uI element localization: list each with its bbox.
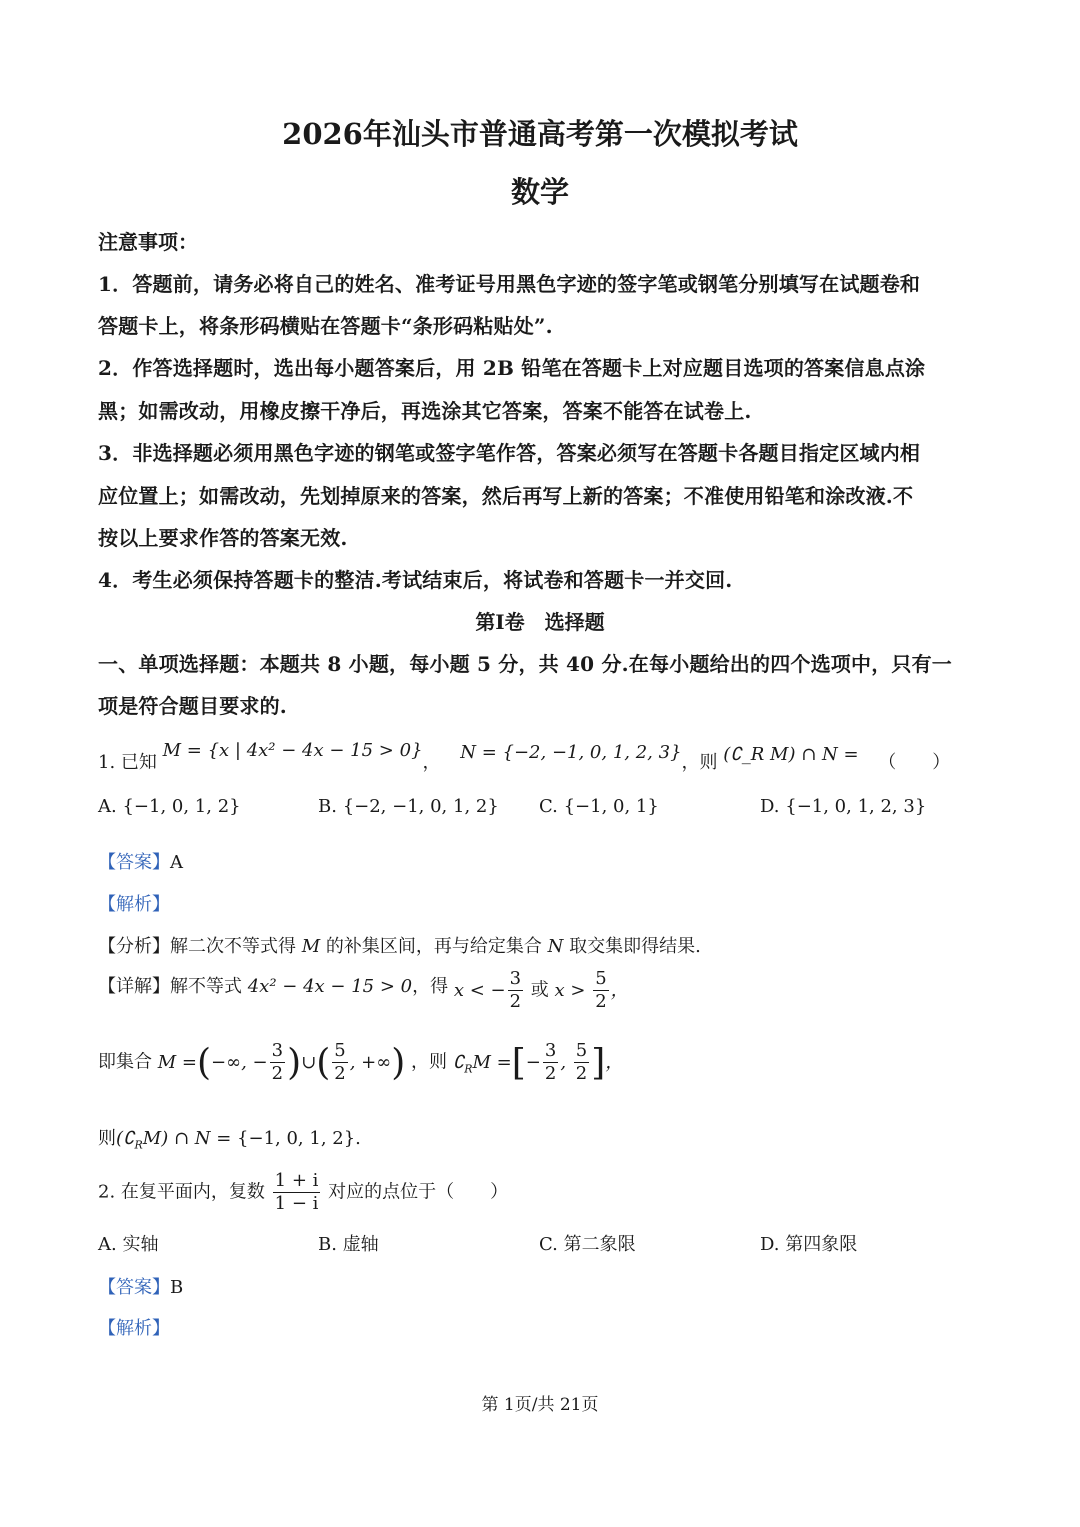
notice-line: 2．作答选择题时，选出每小题答案后，用 2B 铅笔在答题卡上对应题目选项的答案信息点涂 — [98, 356, 926, 380]
subject-title: 数学 — [510, 175, 569, 209]
interval-union: M =(−∞, − $\frac{3}{2}$ )∪( $\frac{5}{2}$ , +∞) — [157, 1040, 406, 1084]
answer-value: B — [170, 1277, 184, 1298]
option-value: 第四象限 — [785, 1234, 858, 1255]
option-c — [539, 1230, 636, 1256]
text: 即集合 — [98, 1051, 152, 1073]
page-title: 2026年汕头市普通高考第一次模拟考试 — [282, 117, 798, 151]
option-value: {−1, 0, 1, 2, 3} — [785, 796, 927, 817]
fenxi-tag: 【分析】 — [98, 936, 170, 957]
question-text: 对应的点位于（ ） — [328, 1181, 509, 1203]
complement-interval: $∁_RM$ =[− $\frac{3}{2}$ , $\frac{5}{2}$ ]， — [452, 1040, 624, 1084]
set-m-definition: M = {x | 4x² − 4x − 15 > 0} — [162, 740, 423, 761]
notice-line: 1．答题前，请务必将自己的姓名、准考证号用黑色字迹的签字笔或钢笔分别填写在试题卷和 — [98, 272, 921, 296]
answer-line — [98, 1273, 183, 1299]
text: 或 — [530, 979, 549, 1001]
option-value: {−2, −1, 0, 1, 2} — [342, 796, 499, 817]
fenxi-line — [98, 932, 701, 958]
notice-line: 答题卡上，将条形码横贴在答题卡“条形码粘贴处”. — [98, 314, 553, 338]
fenxi-var: M — [301, 936, 321, 957]
root-upper: x > $\frac{5}{2}$ ， — [554, 968, 629, 1012]
option-label: D. — [760, 1234, 780, 1255]
answer-value: A — [170, 852, 183, 873]
set-n-definition: N = {−2, −1, 0, 1, 2, 3} — [460, 742, 682, 763]
fenxi-text: 解二次不等式得 — [170, 936, 296, 957]
option-a — [98, 796, 241, 817]
fenxi-var: N — [547, 936, 564, 957]
notice-line: 按以上要求作答的答案无效. — [98, 526, 348, 550]
answer-line — [98, 848, 183, 874]
analysis-tag: 【解析】 — [98, 894, 170, 915]
final-expression: $(∁_RM)$ ∩ N = — [116, 1128, 238, 1152]
part-instruction: 项是符合题目要求的. — [98, 694, 287, 718]
option-value: 第二象限 — [563, 1234, 636, 1255]
option-value: {−1, 0, 1} — [563, 796, 659, 817]
denominator: 1 − i — [274, 1193, 319, 1214]
option-label: A. — [98, 796, 117, 817]
answer-tag: 【答案】 — [98, 1277, 170, 1298]
notice-line: 黑；如需改动，用橡皮擦干净后，再选涂其它答案，答案不能答在试卷上. — [98, 399, 752, 423]
option-label: D. — [760, 796, 780, 817]
numerator: 1 + i — [274, 1170, 319, 1191]
option-label: B. — [318, 796, 337, 817]
option-c — [539, 796, 659, 817]
xiangjie-line-3: 则$(∁_RM)$ ∩ N = {−1, 0, 1, 2}. — [98, 1128, 361, 1152]
fenxi-text: 的补集区间，再与给定集合 — [325, 936, 542, 957]
notice-line: 3．非选择题必须用黑色字迹的钢笔或签字笔作答，答案必须写在答题卡各题目指定区域内相 — [98, 441, 921, 465]
notice-line: 应位置上；如需改动，先划掉原来的答案，然后再写上新的答案；不准使用铅笔和涂改液.不 — [98, 484, 914, 508]
xiangjie-line-2 — [98, 1040, 623, 1085]
fenxi-text: 取交集即得结果. — [569, 936, 701, 957]
option-label: C. — [539, 1234, 558, 1255]
option-value: 虚轴 — [342, 1234, 379, 1255]
option-label: B. — [318, 1234, 337, 1255]
text: ，得 — [412, 975, 449, 997]
option-b — [318, 1230, 379, 1256]
analysis-tag: 【解析】 — [98, 1318, 170, 1339]
notice-heading: 注意事项： — [98, 230, 198, 254]
text: 解不等式 — [170, 975, 242, 997]
option-value: {−1, 0, 1, 2} — [122, 796, 241, 817]
answer-tag: 【答案】 — [98, 852, 170, 873]
final-result: {−1, 0, 1, 2} — [237, 1128, 356, 1149]
question-number: 1. 已知 — [98, 752, 157, 773]
option-a — [98, 1230, 158, 1256]
inequality: 4x² − 4x − 15 > 0 — [247, 975, 413, 997]
complex-fraction — [273, 1170, 321, 1215]
root-lower: x < − $\frac{3}{2}$ — [453, 968, 522, 1012]
xiangjie-line-1 — [98, 968, 629, 1013]
option-b — [318, 796, 499, 817]
option-label: A. — [98, 1234, 117, 1255]
answer-paren: （ ） — [878, 752, 951, 773]
xiangjie-tag: 【详解】 — [98, 975, 170, 997]
text: ，则 — [411, 1051, 448, 1073]
question-text: 2. 在复平面内，复数 — [98, 1181, 265, 1203]
then-text: ，则 — [681, 752, 718, 773]
text: 则 — [98, 1128, 116, 1149]
option-label: C. — [539, 796, 558, 817]
complement-intersection: (∁_R M) ∩ N = — [723, 744, 859, 765]
option-d — [760, 796, 926, 817]
section-heading: 第Ⅰ卷 选择题 — [475, 610, 605, 634]
separator: ， — [422, 752, 441, 773]
option-d — [760, 1230, 857, 1256]
page-footer: 第 1页/共 21页 — [481, 1395, 599, 1415]
question-2-stem — [98, 1170, 508, 1215]
question-1-stem — [98, 740, 951, 774]
option-value: 实轴 — [122, 1234, 159, 1255]
part-instruction: 一、单项选择题：本题共 8 小题，每小题 5 分，共 40 分.在每小题给出的四个选项中，只有一 — [98, 652, 953, 676]
notice-line: 4．考生必须保持答题卡的整洁.考试结束后，将试卷和答题卡一并交回. — [98, 568, 733, 592]
